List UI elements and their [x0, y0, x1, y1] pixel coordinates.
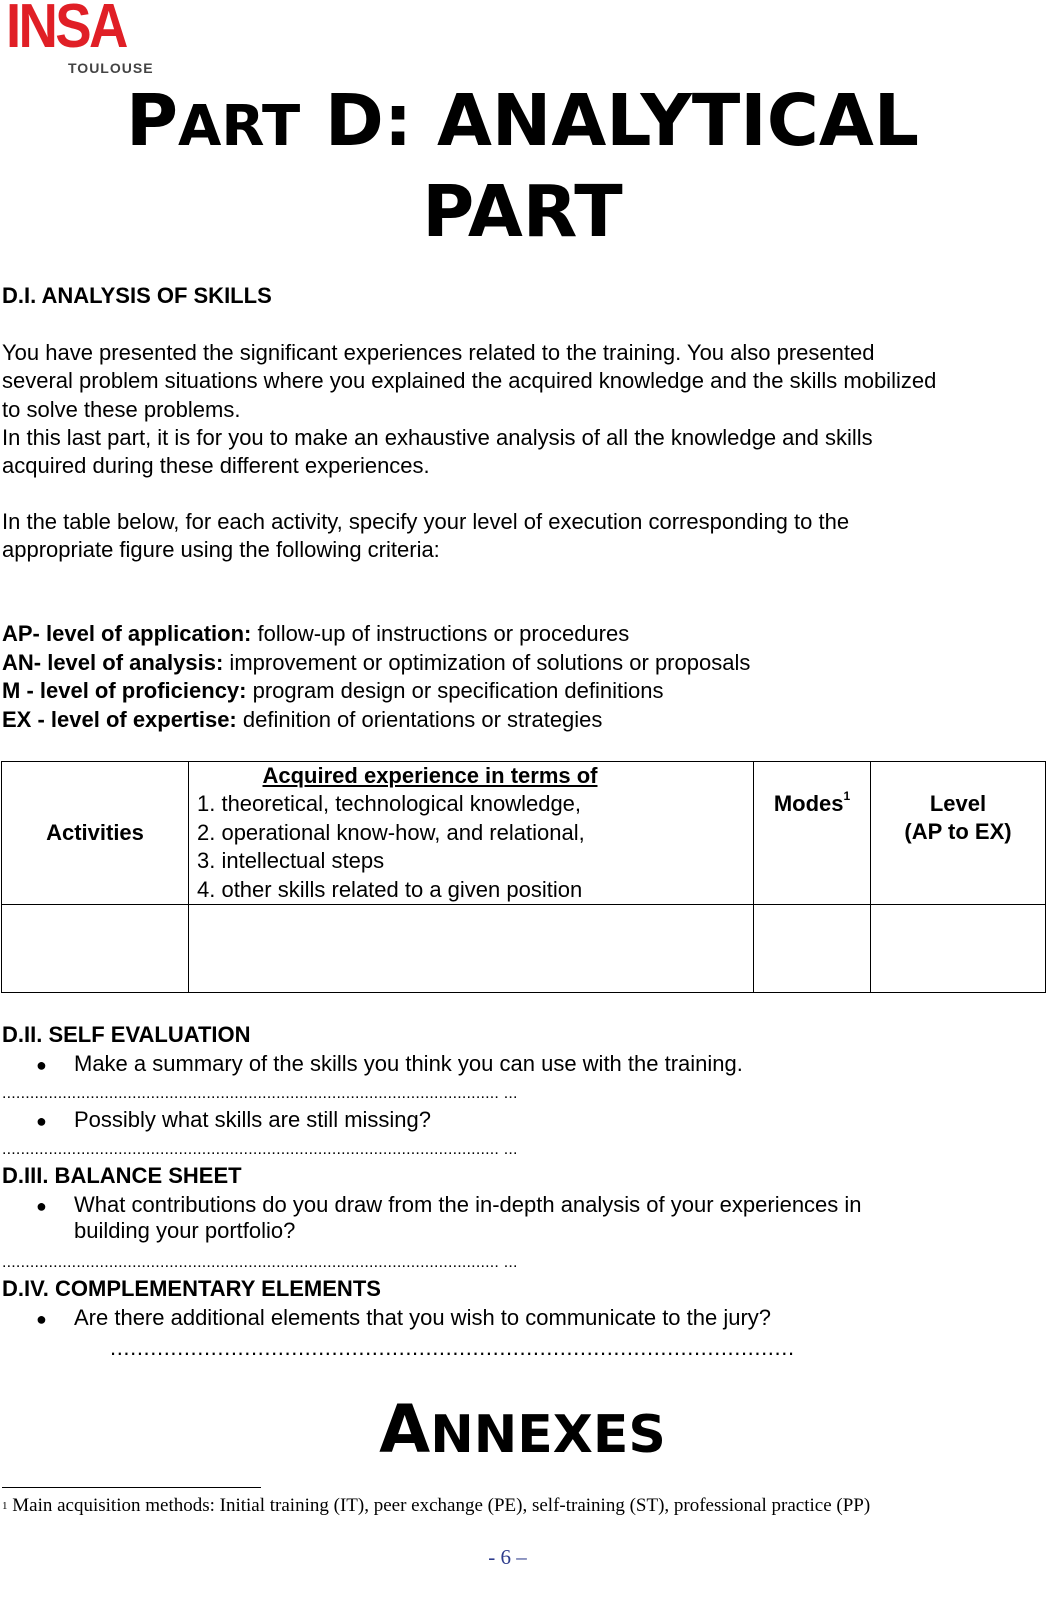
answer-line[interactable]: ........................................................................................................... ...	[2, 1141, 518, 1158]
text-line: In this last part, it is for you to make an exhaustive analysis of all the knowledge and skills	[2, 424, 873, 450]
title-smallcaps: ART	[178, 94, 301, 159]
cell-experience[interactable]	[189, 905, 754, 993]
criteria-item: M - level of proficiency: program design or specification definitions	[2, 678, 664, 703]
footnote-divider	[2, 1487, 261, 1488]
footnote: $^1$ Main acquisition methods: Initial training (IT), peer exchange (PE), self-training (ST), professional practice (PP)	[2, 1495, 871, 1516]
cell-modes[interactable]	[754, 905, 871, 993]
criteria-item: AN- level of analysis: improvement or optimization of solutions or proposals	[2, 649, 751, 675]
logo-brand: INSA	[6, 0, 126, 61]
page-title	[0, 78, 1045, 254]
criteria-item: EX - level of expertise: definition of orientations or strategies	[2, 706, 603, 732]
logo-city: TOULOUSE	[68, 60, 154, 76]
footnote-ref: 1	[843, 789, 851, 803]
title-tail: D: ANALYTICAL	[300, 79, 920, 162]
page-number: - 6 –	[488, 1545, 527, 1569]
col-level: Level (AP to EX)	[871, 762, 1046, 905]
experience-item: 1. theoretical, technological knowledge,	[197, 791, 582, 817]
section-heading-d3: D.III. BALANCE SHEET	[2, 1163, 242, 1188]
table-row	[2, 905, 1046, 993]
title-line2: PART	[422, 170, 623, 253]
section-heading-d4: D.IV. COMPLEMENTARY ELEMENTS	[2, 1276, 381, 1301]
answer-line[interactable]: ........................................................................................................... ...	[2, 1085, 518, 1102]
bullet-icon: ●	[36, 1196, 47, 1216]
table-header-row	[2, 762, 1046, 905]
text-line: several problem situations where you explained the acquired knowledge and the skills mobilized	[2, 368, 937, 394]
text-line: acquired during these different experiences.	[2, 453, 430, 479]
question-text: Are there additional elements that you wish to communicate to the jury?	[74, 1305, 772, 1330]
bullet-icon: ●	[36, 1111, 47, 1131]
criteria-item: AP- level of application: follow-up of instructions or procedures	[2, 621, 630, 646]
section-heading-d1: D.I. ANALYSIS OF SKILLS	[2, 283, 272, 308]
criteria-list	[2, 620, 750, 734]
text-line: You have presented the significant experiences related to the training. You also presented	[2, 340, 875, 365]
experience-item: 2. operational know-how, and relational,	[197, 819, 585, 845]
col-experience	[189, 762, 754, 905]
intro-paragraph	[2, 339, 1047, 480]
answer-line[interactable]: ........................................................................................................... ...	[2, 1254, 518, 1271]
cell-level[interactable]	[871, 905, 1046, 993]
bullet-icon: ●	[36, 1055, 47, 1075]
col-experience-title: Acquired experience in terms of	[262, 763, 598, 788]
skills-table	[1, 761, 1046, 993]
col-activities: Activities	[2, 762, 189, 905]
bullet-icon: ●	[36, 1309, 47, 1329]
text-line: to solve these problems.	[2, 396, 241, 422]
answer-line[interactable]: ......................................................................................................	[110, 1335, 795, 1360]
instruction-paragraph	[2, 508, 1047, 565]
question-text: Make a summary of the skills you think you can use with the training.	[74, 1051, 743, 1076]
text-line: appropriate figure using the following criteria:	[2, 537, 440, 563]
cell-activities[interactable]	[2, 905, 189, 993]
question-text: What contributions do you draw from the in-depth analysis of your experiences in building your portfolio?	[74, 1192, 862, 1243]
col-modes: Modes$^1$	[754, 762, 871, 905]
experience-item: 4. other skills related to a given position	[197, 876, 583, 902]
insa-logo	[6, 0, 154, 78]
text-line: In the table below, for each activity, specify your level of execution corresponding to the	[2, 509, 850, 534]
title-initial: P	[125, 79, 179, 162]
question-text: Possibly what skills are still missing?	[74, 1107, 431, 1132]
section-heading-d2: D.II. SELF EVALUATION	[2, 1022, 251, 1047]
annexes-title: ANNEXES	[379, 1391, 666, 1468]
experience-item: 3. intellectual steps	[197, 848, 385, 874]
